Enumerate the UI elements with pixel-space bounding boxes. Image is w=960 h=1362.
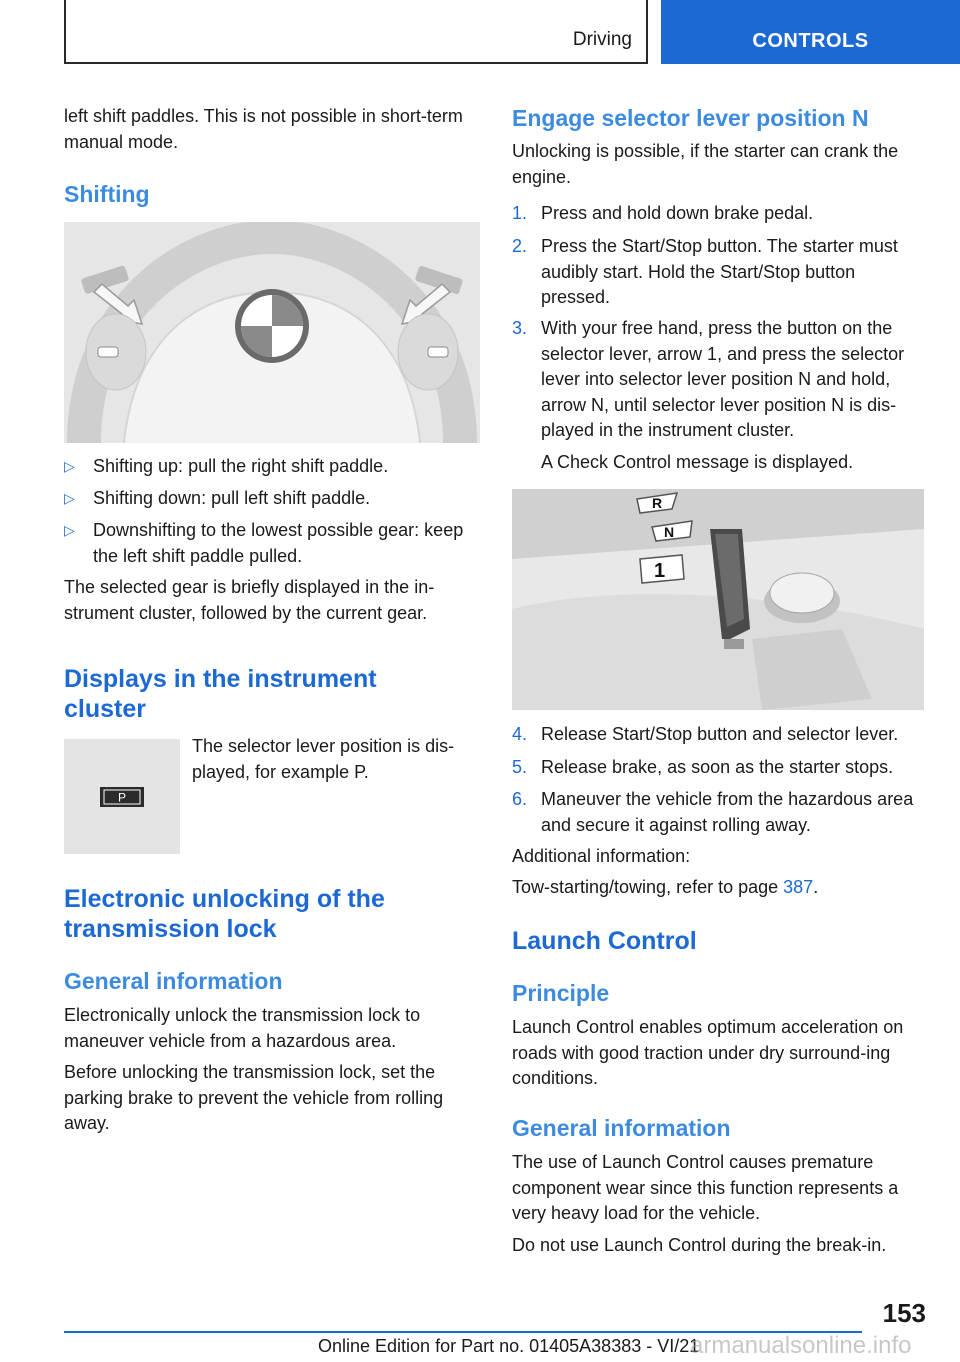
- principle-text: Launch Control enables optimum acceleration on roads with good traction under dry surround-ing conditions.: [512, 1017, 904, 1088]
- check-control-text: A Check Control message is displayed.: [541, 452, 854, 472]
- page-number: 153: [882, 1298, 926, 1328]
- additional-info-label: Additional information:: [512, 846, 691, 866]
- list-item: 3. With your free hand, press the button on the selector lever, arrow 1, and press the selector lever into selector lever position N and hold, arrow N, until selector lever position N is dis-played in the instrument cluster.: [512, 318, 905, 440]
- principle-heading: Principle: [512, 980, 610, 1006]
- list-item: ▷ Shifting down: pull left shift paddle.: [64, 486, 480, 512]
- unlock-paragraph-1: Electronically unlock the transmission lock to maneuver vehicle from a hazardous area.: [64, 1005, 421, 1051]
- fig-label-1: 1: [654, 560, 666, 582]
- header-section-title: Driving: [572, 29, 632, 50]
- list-item: 1. Press and hold down brake pedal.: [512, 203, 814, 223]
- launch-general-p1: The use of Launch Control causes premature component wear since this function represents a very heavy load for the vehicle.: [512, 1152, 899, 1223]
- displays-heading: Displays in the instrument cluster: [64, 665, 377, 723]
- unlock-heading: Electronic unlocking of the transmission lock: [64, 885, 385, 943]
- edition-text: Online Edition for Part no. 01405A38383 - VI/21: [318, 1336, 700, 1356]
- unlock-paragraph-2: Before unlocking the transmission lock, set the parking brake to prevent the vehicle from rolling away.: [64, 1062, 444, 1133]
- list-item: 5. Release brake, as soon as the starter stops.: [512, 757, 894, 777]
- selector-position-icon: [64, 739, 180, 854]
- instrument-display-figure: [64, 739, 180, 854]
- steering-wheel-figure: [64, 222, 480, 443]
- displays-text: The selector lever position is dis-played, for example P.: [192, 736, 455, 782]
- launch-general-p2: Do not use Launch Control during the break-in.: [512, 1235, 887, 1255]
- launch-control-heading: Launch Control: [512, 927, 697, 955]
- fig-label-r: R: [652, 495, 663, 511]
- general-info-heading: General information: [64, 968, 283, 994]
- selector-lever-illustration: [512, 489, 924, 710]
- intro-text: left shift paddles. This is not possible in short-term manual mode.: [64, 106, 463, 152]
- launch-general-heading: General information: [512, 1115, 731, 1141]
- engage-heading: Engage selector lever position N: [512, 105, 869, 131]
- fig-label-n: N: [664, 524, 675, 540]
- list-item: 2. Press the Start/Stop button. The starter must audibly start. Hold the Start/Stop button pressed.: [512, 236, 898, 307]
- watermark: armanualsonline.info: [690, 1332, 912, 1359]
- steering-wheel-illustration: [64, 222, 480, 443]
- list-item: ▷ Downshifting to the lowest possible gear: keep the left shift paddle pulled.: [64, 518, 480, 569]
- shifting-heading: Shifting: [64, 181, 150, 207]
- engage-intro: Unlocking is possible, if the starter can crank the engine.: [512, 141, 899, 187]
- list-item: 4. Release Start/Stop button and selector lever.: [512, 724, 899, 744]
- triangle-bullet-icon: ▷: [64, 490, 75, 506]
- page-link[interactable]: 387: [783, 877, 814, 897]
- list-item: ▷ Shifting up: pull the right shift paddle.: [64, 454, 480, 480]
- selector-lever-figure: [512, 489, 924, 710]
- gear-display-text: The selected gear is briefly displayed in the in-strument cluster, followed by the current gear.: [64, 577, 435, 623]
- list-item: 6. Maneuver the vehicle from the hazardous area and secure it against rolling away.: [512, 789, 914, 835]
- triangle-bullet-icon: ▷: [64, 458, 75, 474]
- header-frame: [64, 0, 648, 64]
- tow-reference: Tow-starting/towing, refer to page 387.: [512, 877, 819, 897]
- display-letter: P: [117, 790, 127, 805]
- triangle-bullet-icon: ▷: [64, 522, 75, 538]
- header-chapter-tab: CONTROLS: [661, 0, 960, 64]
